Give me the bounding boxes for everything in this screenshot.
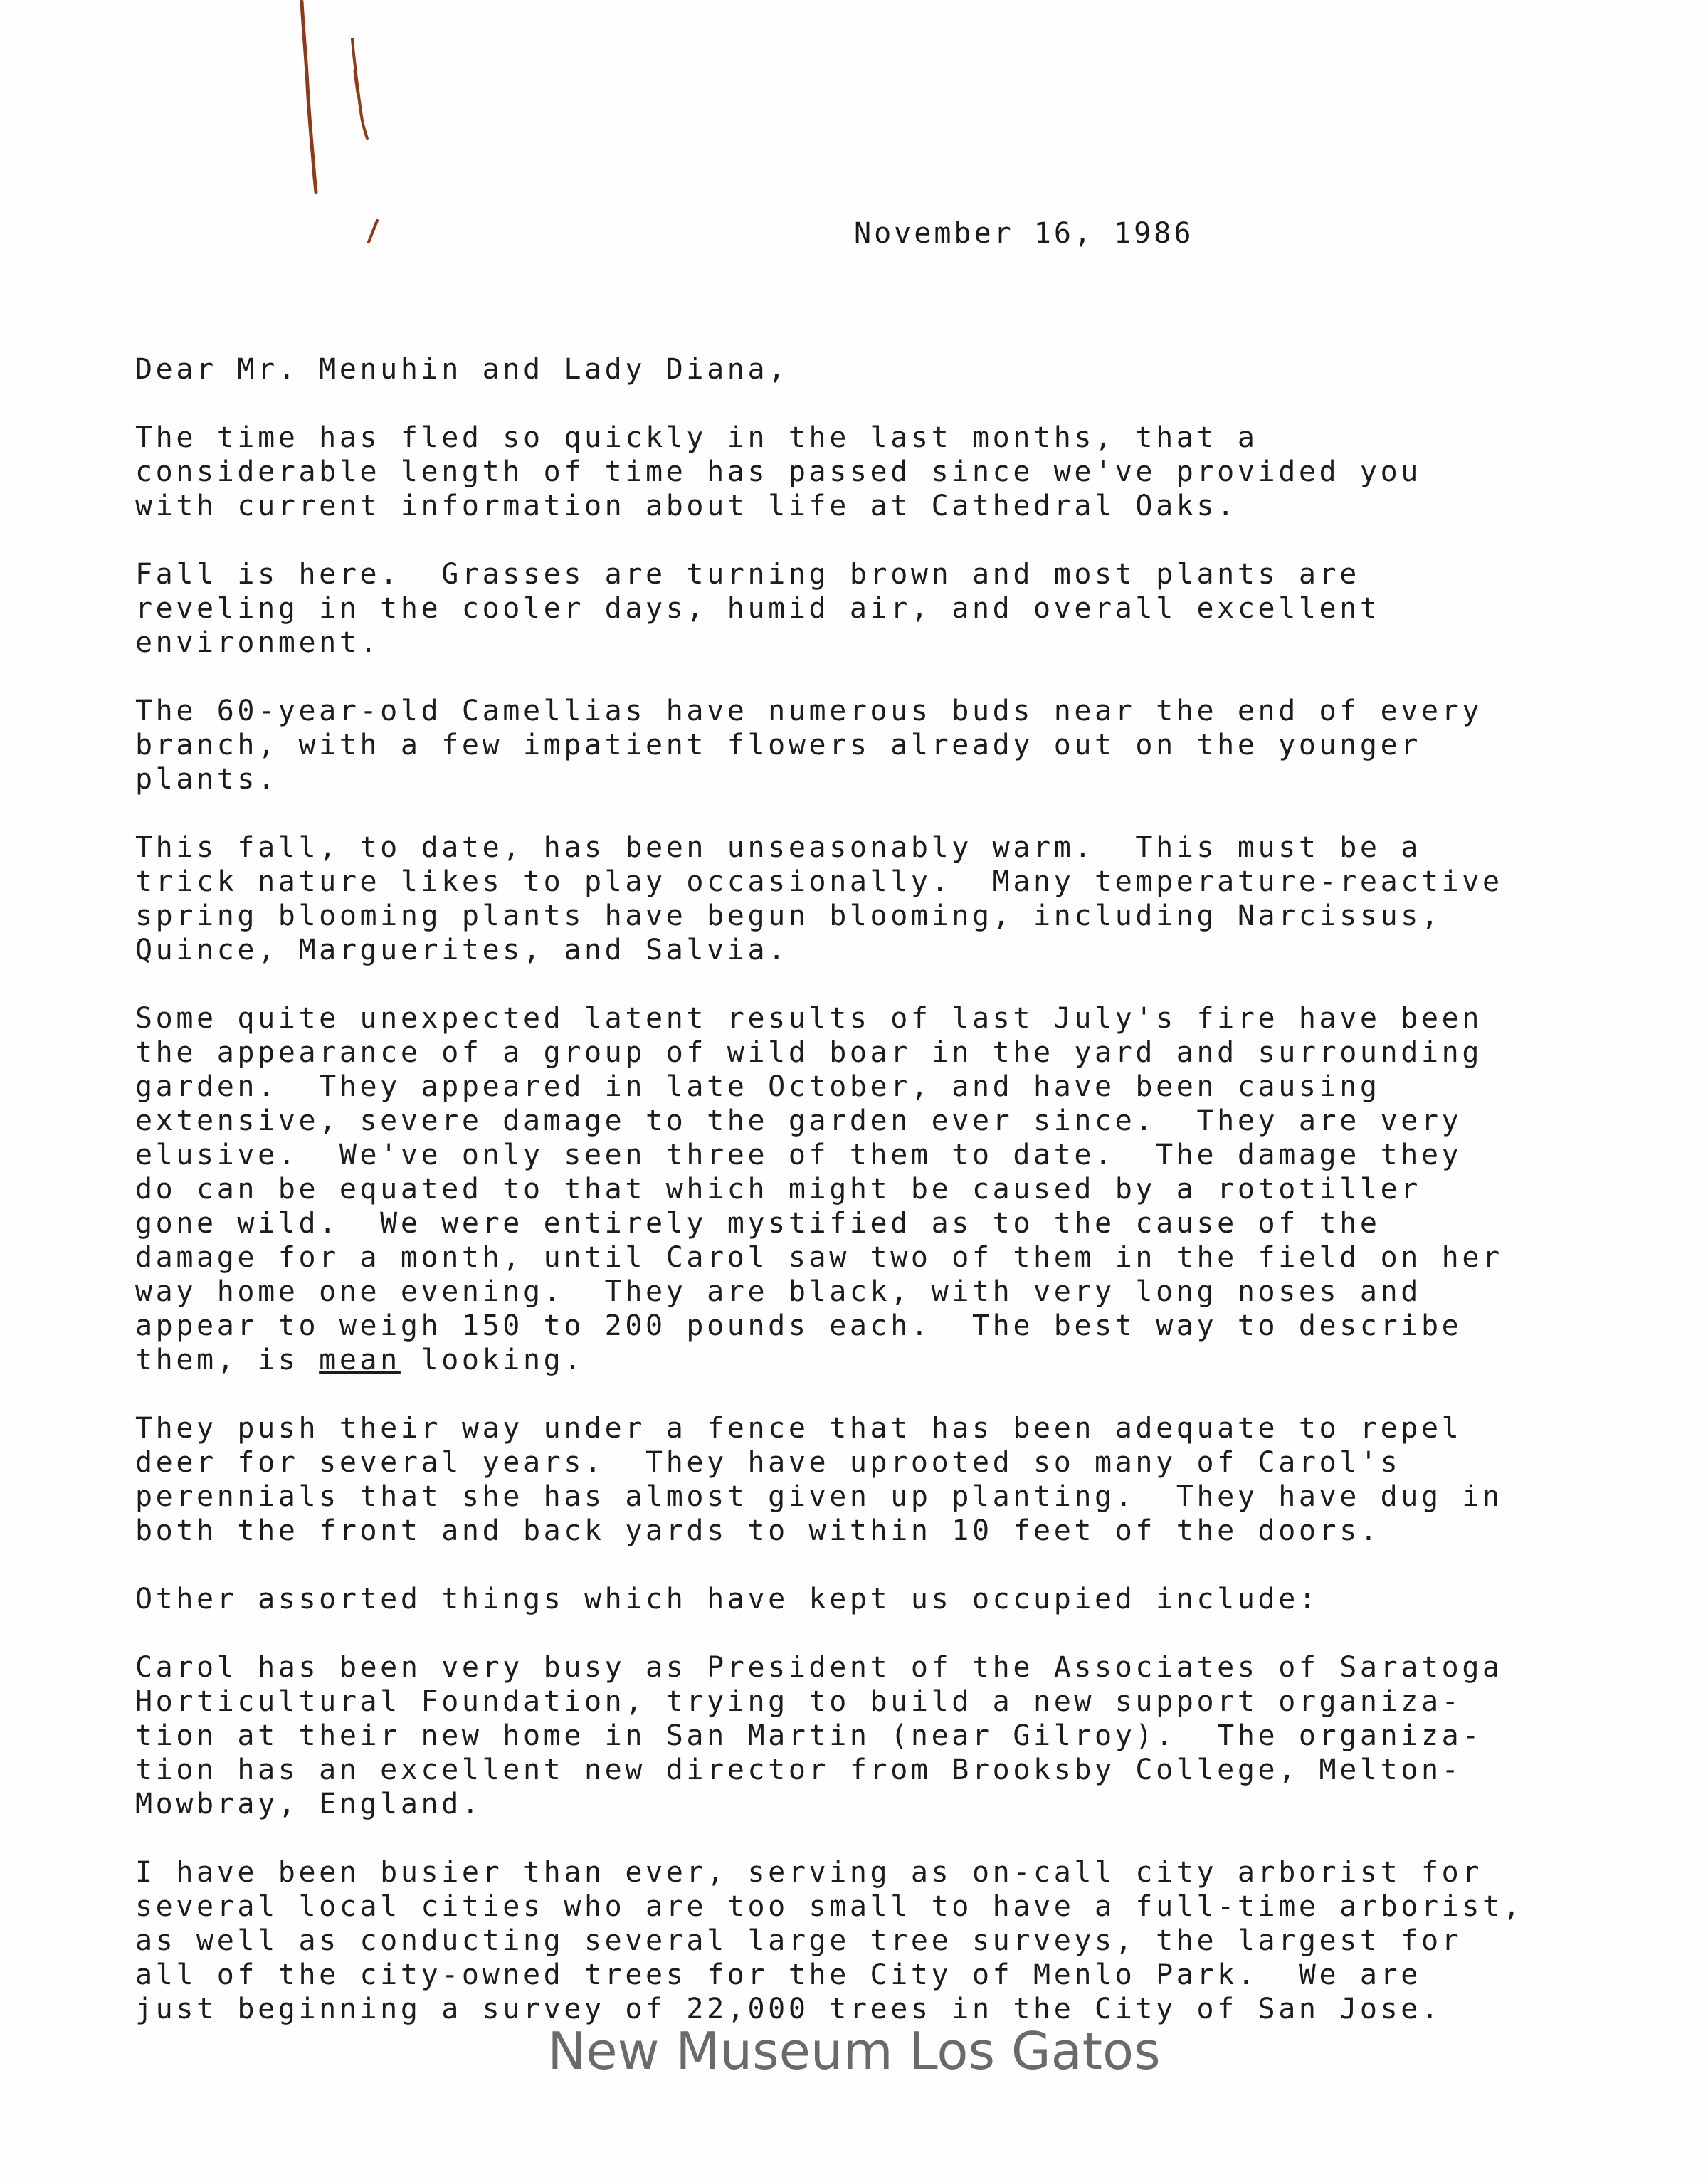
letter-body (135, 352, 1559, 2060)
salutation: Dear Mr. Menuhin and Lady Diana, (135, 353, 789, 386)
paragraph-wild-boar: Some quite unexpected latent results of last July's fire have been the appearance of a group of wild boar in the yard and surrounding garden. They appeared in late October, and have been causing extensive, severe damage to the garden ever since. They are very elusive. We've only seen three of them to date. The damage they do can be equated to that which might be caused by a rototiller gone wild. We were entirely mystified as to the cause of the damage for a month, until Carol saw two of them in the field on her way home one evening. They are black, with very long noses and appear to weigh 150 to 200 pounds each. The best way to describe them, is mean looking. (135, 1002, 1503, 1376)
letter-date: November 16, 1986 (854, 217, 1194, 250)
paragraph-other-things: Other assorted things which have kept us occupied include: (135, 1583, 1319, 1616)
paragraph-arborist: I have been busier than ever, serving as on-call city arborist for several local cities who are too small to have a full-time arborist, as well as conducting several large tree surveys, the largest for all of the city-owned trees for the City of Menlo Park. We are just beginning a survey of 22,000 trees in the City of San Jose. (135, 1856, 1524, 2025)
paragraph-intro: The time has fled so quickly in the last months, that a considerable length of time has passed since we've provided you with current information about life at Cathedral Oaks. (135, 421, 1421, 522)
paragraph-fall: Fall is here. Grasses are turning brown and most plants are reveling in the cooler days, humid air, and overall excellent environment. (135, 558, 1381, 659)
paragraph-carol: Carol has been very busy as President of the Associates of Saratoga Horticultural Foundation, trying to build a new support organiza- tion at their new home in San Martin (near Gilroy). The organiza- tion has an excellent new director from Brooksby College, Melton- Mowbray, England. (135, 1651, 1503, 1820)
underlined-word: mean (319, 1344, 401, 1376)
watermark: New Museum Los Gatos (547, 2021, 1161, 2081)
paragraph-warm-fall: This fall, to date, has been unseasonably warm. This must be a trick nature likes to play occasionally. Many temperature-reactive spring blooming plants have begun blooming, including Narcissus, Quince, Marguerites, and Salvia. (135, 831, 1503, 966)
paragraph-fence: They push their way under a fence that has been adequate to repel deer for several years. They have uprooted so many of Carol's perennials that she has almost given up planting. They have dug in both the front and back yards to within 10 feet of the doors. (135, 1412, 1503, 1547)
paragraph-camellias: The 60-year-old Camellias have numerous buds near the end of every branch, with a few impatient flowers already out on the younger plants. (135, 695, 1483, 796)
handwritten-annotation-marks (285, 0, 427, 256)
